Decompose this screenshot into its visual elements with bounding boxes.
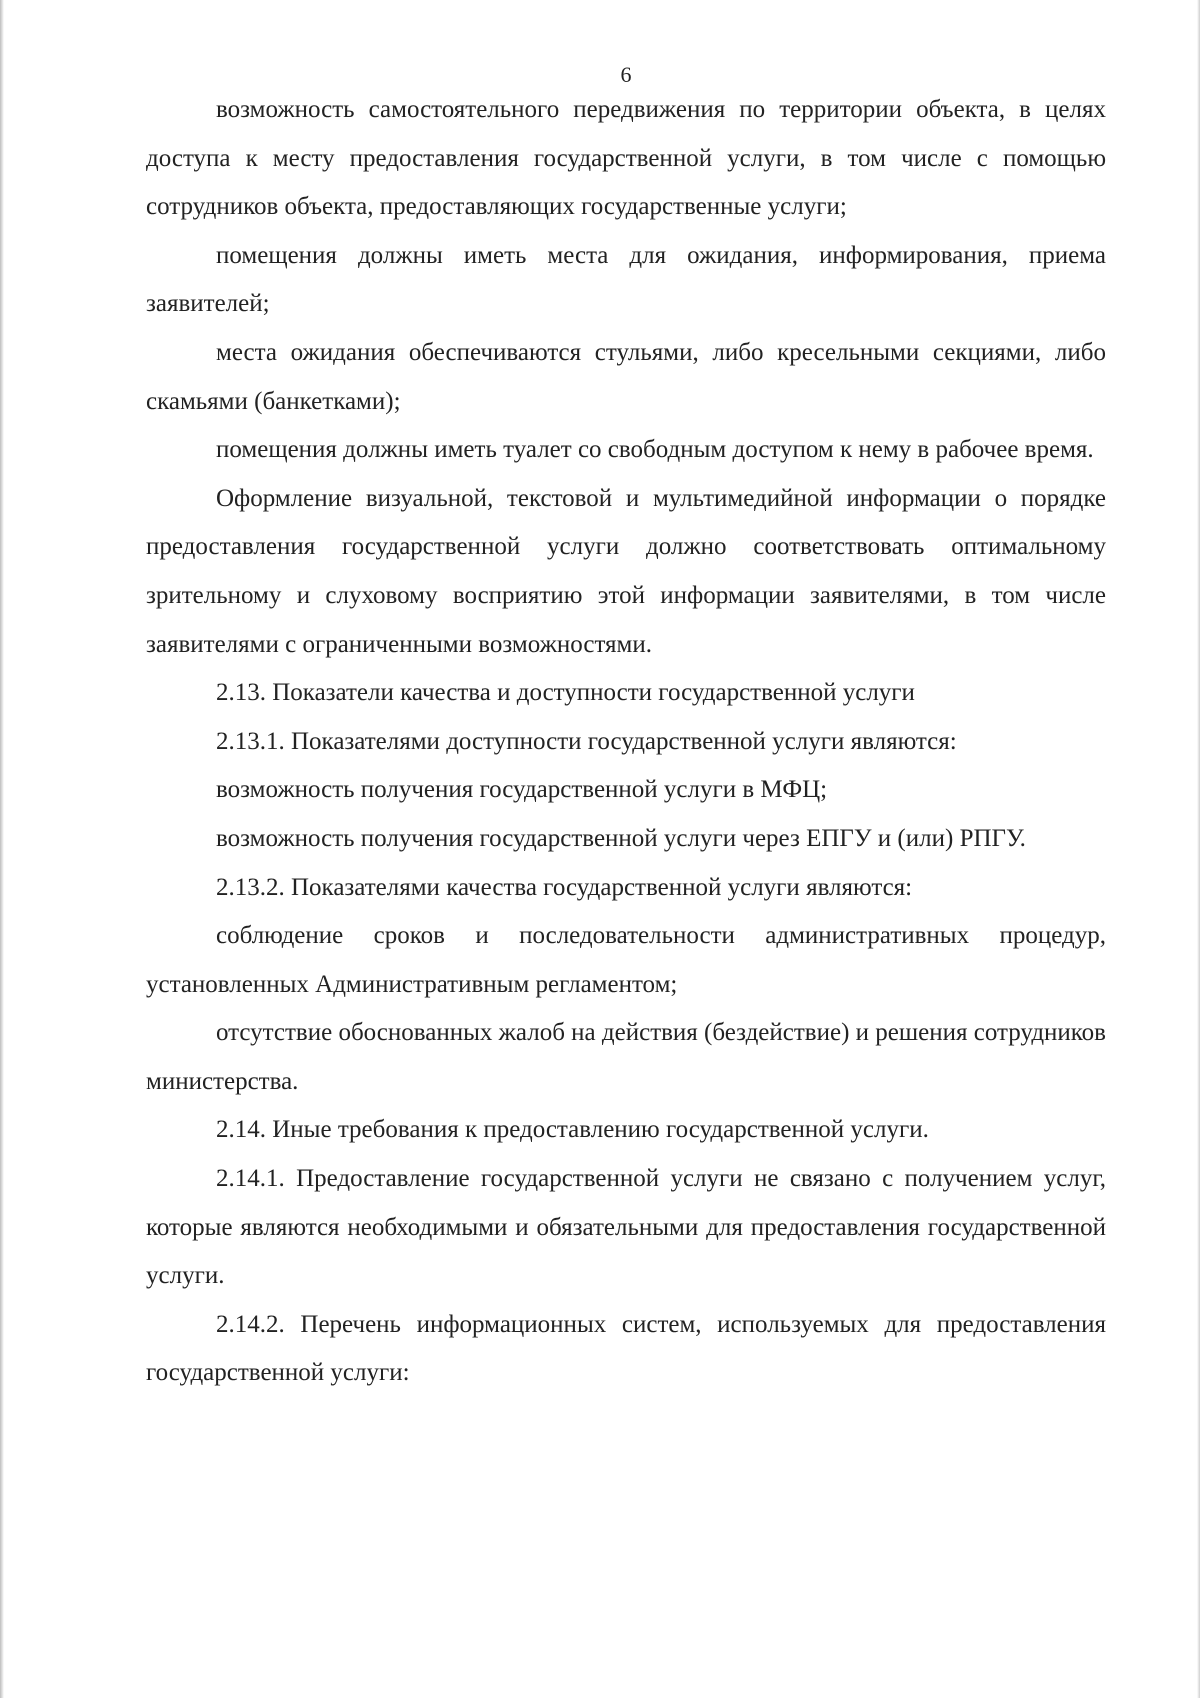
scan-edge-left xyxy=(0,0,4,1698)
section-heading-2-13-2: 2.13.2. Показателями качества государственной услуги являются: xyxy=(216,873,913,901)
section-heading-2-13: 2.13. Показатели качества и доступности государственной услуги xyxy=(216,679,915,707)
document-body xyxy=(146,86,1106,1398)
paragraph-movement-access: возможность самостоятельного передвижения по территории объекта, в целях доступа к месту предоставления государственной услуги, в том числе с помощью сотрудников объекта, предоставляющих государственные услуги; xyxy=(146,96,1106,221)
section-heading-2-14-2: 2.14.2. Перечень информационных систем, используемых для предоставления государственной услуги: xyxy=(146,1310,1106,1387)
section-heading-2-13-1: 2.13.1. Показателями доступности государственной услуги являются: xyxy=(216,727,957,755)
paragraph-toilet: помещения должны иметь туалет со свободным доступом к нему в рабочее время. xyxy=(216,436,1094,464)
paragraph-information-design: Оформление визуальной, текстовой и мультимедийной информации о порядке предоставления государственной услуги должно соответствовать оптимальному зрительному и слуховому восприятию этой информации заявителями, в том числе заявителями с ограниченными возможностями. xyxy=(146,484,1106,658)
paragraph-epgu-access: возможность получения государственной услуги через ЕПГУ и (или) РПГУ. xyxy=(216,824,1026,852)
paragraph-mfc-access: возможность получения государственной услуги в МФЦ; xyxy=(216,776,828,804)
paragraph-complaints: отсутствие обоснованных жалоб на действия (бездействие) и решения сотрудников министерства. xyxy=(146,1019,1106,1095)
section-heading-2-14: 2.14. Иные требования к предоставлению государственной услуги. xyxy=(216,1116,929,1144)
paragraph-deadlines: соблюдение сроков и последовательности административных процедур, установленных Административным регламентом; xyxy=(146,922,1106,998)
page-number: 6 xyxy=(620,62,632,87)
paragraph-seating: места ожидания обеспечиваются стульями, либо кресельными секциями, либо скамьями (банкетками); xyxy=(146,338,1106,415)
section-heading-2-14-1: 2.14.1. Предоставление государственной услуги не связано с получением услуг, которые являются необходимыми и обязательными для предоставления государственной услуги. xyxy=(146,1165,1106,1290)
paragraph-waiting-areas: помещения должны иметь места для ожидания, информирования, приема заявителей; xyxy=(146,241,1106,318)
